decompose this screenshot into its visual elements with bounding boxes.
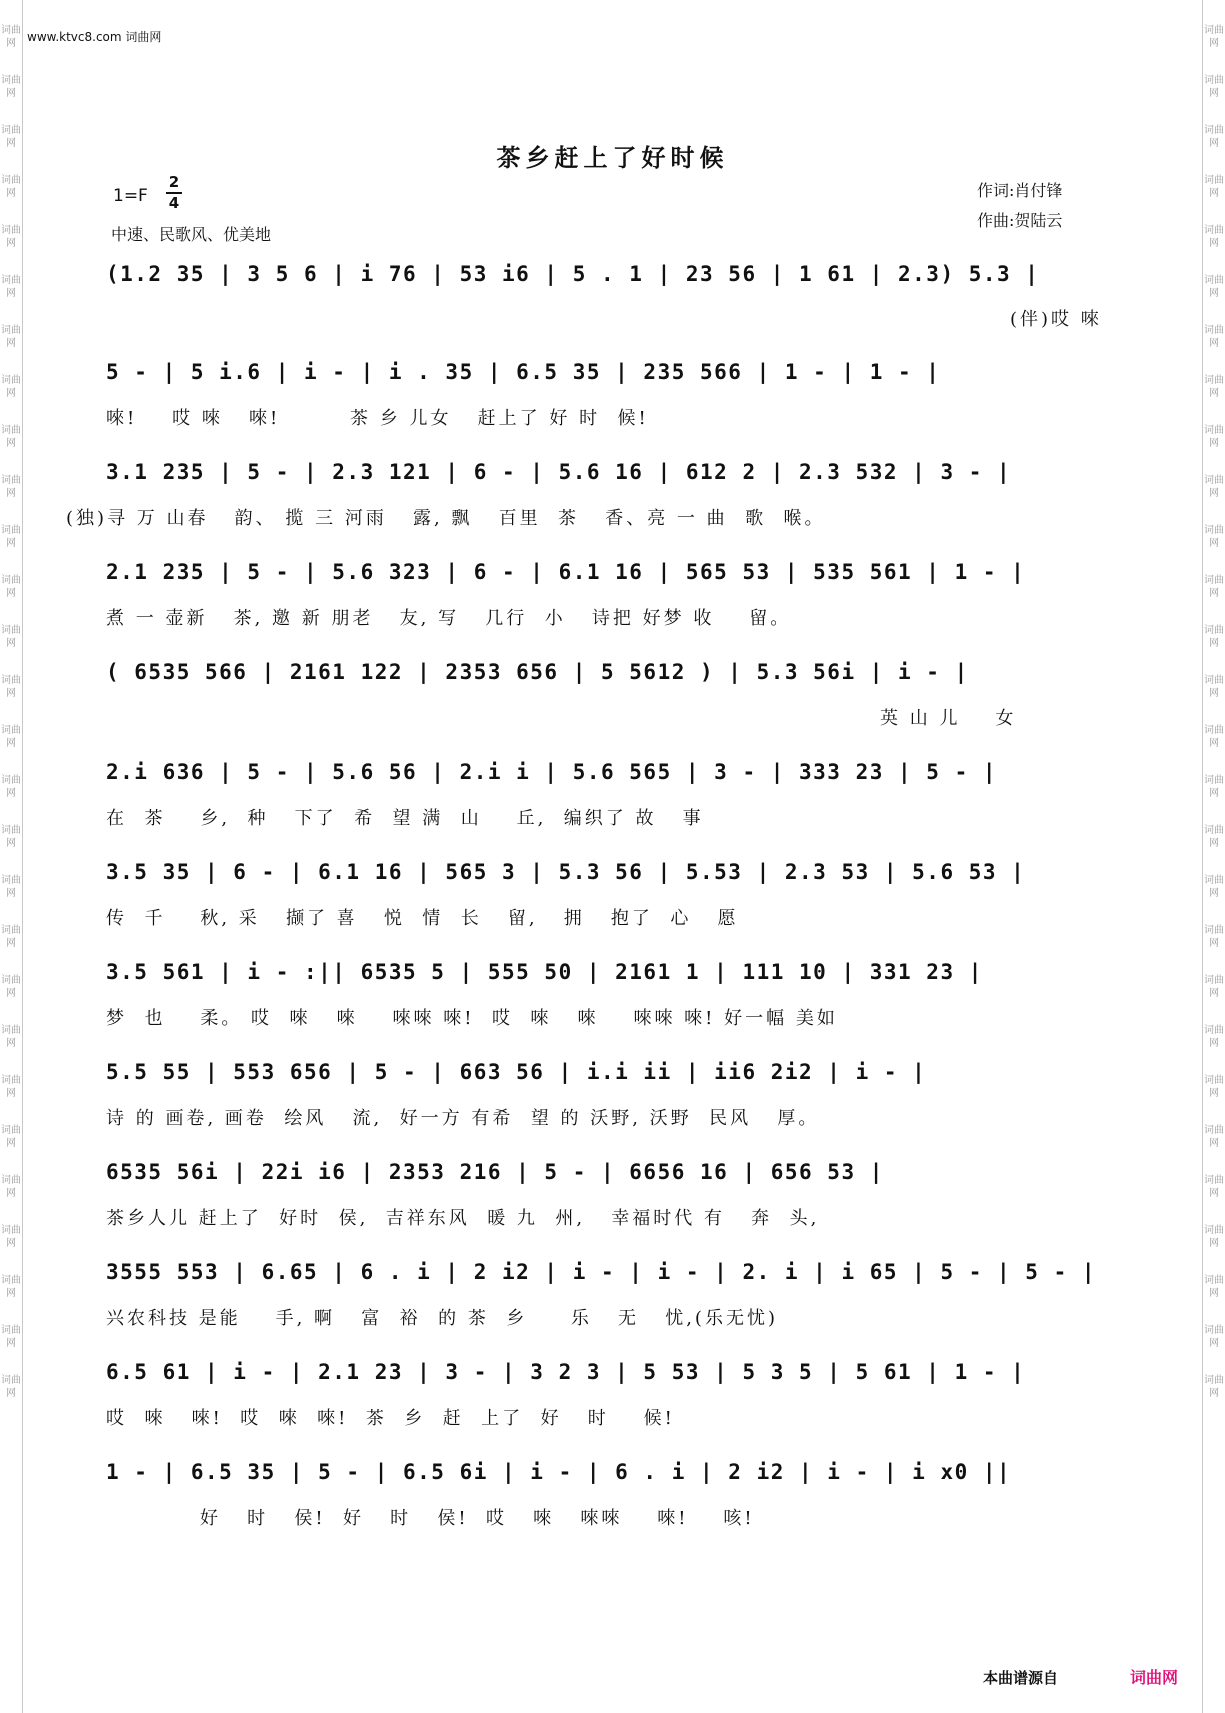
side-watermark: 词曲网 bbox=[1, 175, 21, 199]
side-watermark: 词曲网 bbox=[1204, 1075, 1224, 1099]
side-watermark: 词曲网 bbox=[1204, 725, 1224, 749]
side-watermark: 词曲网 bbox=[1, 425, 21, 449]
side-watermark: 词曲网 bbox=[1204, 1325, 1224, 1349]
meter-bottom: 4 bbox=[168, 194, 180, 212]
meter-top: 2 bbox=[168, 173, 180, 191]
side-watermark: 词曲网 bbox=[1, 1225, 21, 1249]
side-watermark: 词曲网 bbox=[1, 975, 21, 999]
lyric-line: (独)寻 万 山春 韵、 揽 三 河雨 露, 飘 百里 茶 香、亮 一 曲 歌 喉。 bbox=[66, 508, 826, 529]
side-watermark: 词曲网 bbox=[1204, 25, 1224, 49]
notation-line: 6535 56i | 22i i6 | 2353 216 | 5 - | 6656 16 | 656 53 | bbox=[106, 1160, 884, 1184]
lyric-line: 在 茶 乡, 种 下了 希 望 满 山 丘, 编织了 故 事 bbox=[106, 808, 704, 829]
side-watermark: 词曲网 bbox=[1, 925, 21, 949]
side-watermark: 词曲网 bbox=[1, 825, 21, 849]
lyric-line: 好 时 侯! 好 时 侯! 哎 唻 唻唻 唻! 咳! bbox=[200, 1508, 755, 1529]
side-watermark: 词曲网 bbox=[1204, 1125, 1224, 1149]
side-watermark: 词曲网 bbox=[1204, 425, 1224, 449]
side-watermark: 词曲网 bbox=[1, 675, 21, 699]
side-watermark: 词曲网 bbox=[1204, 475, 1224, 499]
lyric-line: 唻! 哎 唻 唻! 茶 乡 儿女 赶上了 好 时 候! bbox=[106, 408, 649, 429]
side-watermark: 词曲网 bbox=[1204, 325, 1224, 349]
side-watermark: 词曲网 bbox=[1, 775, 21, 799]
notation-line: 6.5 61 | i - | 2.1 23 | 3 - | 3 2 3 | 5 53 | 5 3 5 | 5 61 | 1 - | bbox=[106, 1360, 1026, 1384]
side-watermark: 词曲网 bbox=[1204, 775, 1224, 799]
side-watermark: 词曲网 bbox=[1, 75, 21, 99]
side-watermark: 词曲网 bbox=[1, 575, 21, 599]
side-watermark: 词曲网 bbox=[1, 525, 21, 549]
lyricist-credit: 作词:肖付锋 bbox=[977, 181, 1063, 200]
notation-line: ( 6535 566 | 2161 122 | 2353 656 | 5 5612 ) | 5.3 56i | i - | bbox=[106, 660, 969, 684]
side-watermark: 词曲网 bbox=[1204, 1025, 1224, 1049]
side-watermark: 词曲网 bbox=[1204, 1225, 1224, 1249]
side-watermark: 词曲网 bbox=[1, 625, 21, 649]
side-watermark: 词曲网 bbox=[1, 1375, 21, 1399]
lyric-line: (伴)哎 唻 bbox=[1010, 309, 1102, 330]
side-watermark: 词曲网 bbox=[1204, 975, 1224, 999]
side-watermark: 词曲网 bbox=[1, 25, 21, 49]
side-watermark: 词曲网 bbox=[1204, 375, 1224, 399]
site-logo-text[interactable]: 词曲网 bbox=[1130, 1668, 1179, 1687]
side-watermark: 词曲网 bbox=[1, 225, 21, 249]
right-watermark-strip bbox=[1202, 0, 1225, 1713]
side-watermark: 词曲网 bbox=[1204, 1275, 1224, 1299]
tempo-marking: 中速、民歌风、优美地 bbox=[111, 225, 272, 244]
lyric-line: 传 千 秋, 采 撷了 喜 悦 情 长 留, 拥 抱了 心 愿 bbox=[106, 908, 739, 929]
lyric-line: 煮 一 壶新 茶, 邀 新 朋老 友, 写 几行 小 诗把 好梦 收 留。 bbox=[106, 608, 792, 629]
side-watermark: 词曲网 bbox=[1204, 575, 1224, 599]
side-watermark: 词曲网 bbox=[1, 875, 21, 899]
site-url: www.ktvc8.com 词曲网 bbox=[27, 30, 162, 44]
notation-line: 5.5 55 | 553 656 | 5 - | 663 56 | i.i ii | ii6 2i2 | i - | bbox=[106, 1060, 927, 1084]
side-watermark: 词曲网 bbox=[1, 1125, 21, 1149]
lyric-line: 英 山 儿 女 bbox=[880, 708, 1017, 729]
lyric-line: 梦 也 柔。 哎 唻 唻 唻唻 唻! 哎 唻 唻 唻唻 唻! 好一幅 美如 bbox=[106, 1008, 838, 1029]
time-signature bbox=[166, 174, 182, 212]
side-watermark: 词曲网 bbox=[1, 1025, 21, 1049]
key-signature: 1=F bbox=[113, 186, 148, 206]
lyric-line: 茶乡人儿 赶上了 好时 侯, 吉祥东风 暖 九 州, 幸福时代 有 奔 头, bbox=[106, 1208, 820, 1229]
lyric-line: 诗 的 画卷, 画卷 绘风 流, 好一方 有希 望 的 沃野, 沃野 民风 厚。 bbox=[106, 1108, 820, 1129]
left-watermark-strip bbox=[0, 0, 23, 1713]
notation-line: 3555 553 | 6.65 | 6 . i | 2 i2 | i - | i - | 2. i | i 65 | 5 - | 5 - | bbox=[106, 1260, 1097, 1284]
side-watermark: 词曲网 bbox=[1, 275, 21, 299]
notation-line: 1 - | 6.5 35 | 5 - | 6.5 6i | i - | 6 . i | 2 i2 | i - | i x0 || bbox=[106, 1460, 1012, 1484]
side-watermark: 词曲网 bbox=[1, 125, 21, 149]
side-watermark: 词曲网 bbox=[1204, 625, 1224, 649]
side-watermark: 词曲网 bbox=[1, 375, 21, 399]
side-watermark: 词曲网 bbox=[1204, 1175, 1224, 1199]
side-watermark: 词曲网 bbox=[1204, 675, 1224, 699]
song-title: 茶乡赶上了好时候 bbox=[496, 143, 729, 172]
side-watermark: 词曲网 bbox=[1, 725, 21, 749]
lyric-line: 哎 唻 唻! 哎 唻 唻! 茶 乡 赶 上了 好 时 候! bbox=[106, 1408, 675, 1429]
side-watermark: 词曲网 bbox=[1, 1075, 21, 1099]
lyric-line: 兴农科技 是能 手, 啊 富 裕 的 茶 乡 乐 无 忧,(乐无忧) bbox=[106, 1308, 778, 1329]
side-watermark: 词曲网 bbox=[1, 1275, 21, 1299]
source-label: 本曲谱源自 bbox=[983, 1669, 1059, 1687]
side-watermark: 词曲网 bbox=[1, 325, 21, 349]
notation-line: 3.5 561 | i - :|| 6535 5 | 555 50 | 2161 1 | 111 10 | 331 23 | bbox=[106, 960, 983, 984]
composer-credit: 作曲:贺陆云 bbox=[977, 211, 1063, 230]
notation-line: (1.2 35 | 3 5 6 | i 76 | 53 i6 | 5 . 1 | 23 56 | 1 61 | 2.3) 5.3 | bbox=[106, 262, 1040, 286]
side-watermark: 词曲网 bbox=[1204, 125, 1224, 149]
side-watermark: 词曲网 bbox=[1, 1325, 21, 1349]
side-watermark: 词曲网 bbox=[1204, 275, 1224, 299]
notation-line: 2.1 235 | 5 - | 5.6 323 | 6 - | 6.1 16 | 565 53 | 535 561 | 1 - | bbox=[106, 560, 1026, 584]
side-watermark: 词曲网 bbox=[1, 1175, 21, 1199]
side-watermark: 词曲网 bbox=[1, 475, 21, 499]
side-watermark: 词曲网 bbox=[1204, 1375, 1224, 1399]
side-watermark: 词曲网 bbox=[1204, 825, 1224, 849]
notation-line: 2.i 636 | 5 - | 5.6 56 | 2.i i | 5.6 565 | 3 - | 333 23 | 5 - | bbox=[106, 760, 998, 784]
side-watermark: 词曲网 bbox=[1204, 225, 1224, 249]
side-watermark: 词曲网 bbox=[1204, 925, 1224, 949]
side-watermark: 词曲网 bbox=[1204, 75, 1224, 99]
side-watermark: 词曲网 bbox=[1204, 875, 1224, 899]
notation-line: 5 - | 5 i.6 | i - | i . 35 | 6.5 35 | 235 566 | 1 - | 1 - | bbox=[106, 360, 941, 384]
notation-line: 3.1 235 | 5 - | 2.3 121 | 6 - | 5.6 16 | 612 2 | 2.3 532 | 3 - | bbox=[106, 460, 1012, 484]
notation-line: 3.5 35 | 6 - | 6.1 16 | 565 3 | 5.3 56 | 5.53 | 2.3 53 | 5.6 53 | bbox=[106, 860, 1026, 884]
side-watermark: 词曲网 bbox=[1204, 525, 1224, 549]
side-watermark: 词曲网 bbox=[1204, 175, 1224, 199]
